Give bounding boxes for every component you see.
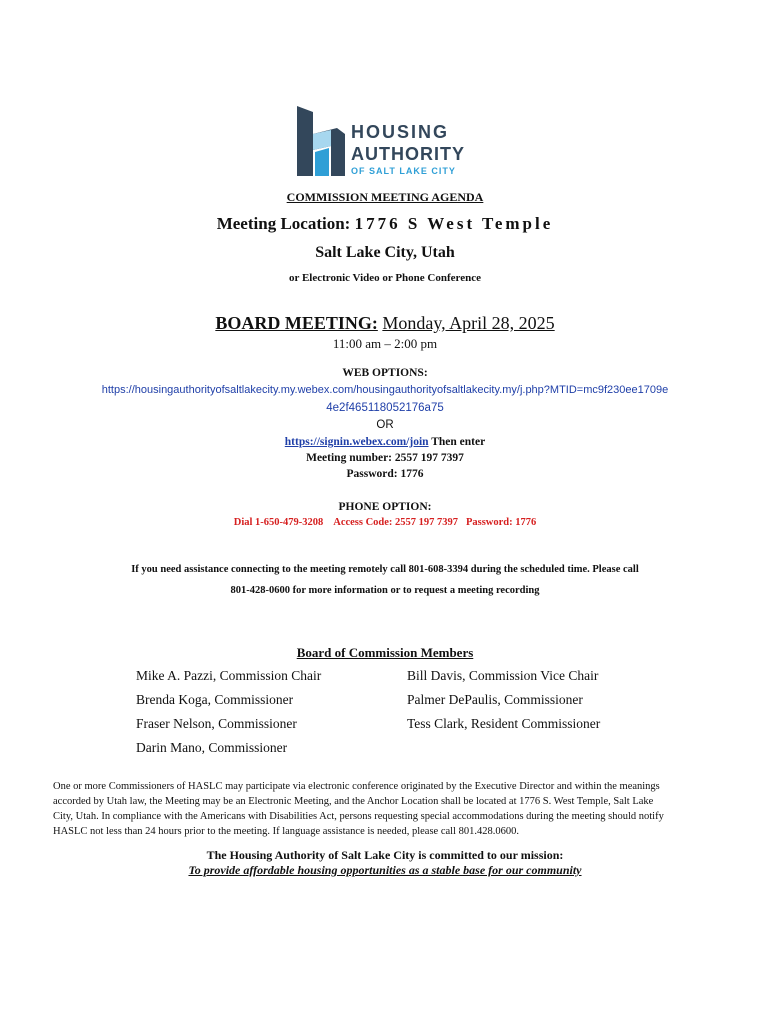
- agenda-title: COMMISSION MEETING AGENDA: [286, 190, 484, 204]
- meeting-password: Password: 1776: [346, 468, 424, 480]
- board-meeting: [0, 313, 770, 334]
- webex-url-line-1[interactable]: https://housingauthorityofsaltlakecity.my.webex.com/housingauthorityofsaltlakecity.my/j.php?MTID=mc9f230ee1709e: [101, 384, 669, 396]
- meeting-number: Meeting number: 2557 197 7397: [306, 452, 464, 464]
- or-separator: OR: [376, 419, 394, 431]
- webex-url-line-2[interactable]: 4e2f465118052176a75: [326, 402, 444, 414]
- phone-access-code: Access Code: 2557 197 7397: [333, 517, 459, 528]
- member-right-1: Bill Davis, Commission Vice Chair: [407, 668, 599, 683]
- member-left-4: Darin Mano, Commissioner: [136, 740, 288, 755]
- housing-authority-logo-mark: [293, 104, 349, 180]
- phone-details: [0, 517, 770, 528]
- webex-join-link[interactable]: https://signin.webex.com/join: [284, 436, 429, 448]
- members-heading: Board of Commission Members: [296, 645, 474, 660]
- join-then-text: Then enter: [431, 436, 486, 448]
- phone-option-heading: PHONE OPTION:: [338, 501, 432, 513]
- mission-statement: To provide affordable housing opportunities as a stable base for our community: [188, 863, 582, 877]
- meeting-city: Salt Lake City, Utah: [315, 244, 455, 261]
- board-date: Monday, April 28, 2025: [382, 313, 555, 333]
- notice-line-2: accorded by Utah law, the Meeting may be an Electronic Meeting, and the Anchor Location shall be located at 1776 S. West Temple, Salt Lake: [53, 796, 654, 807]
- web-options-heading: WEB OPTIONS:: [342, 367, 428, 379]
- member-left-3: Fraser Nelson, Commissioner: [136, 716, 297, 731]
- meeting-time: 11:00 am – 2:00 pm: [332, 336, 438, 351]
- member-right-3: Tess Clark, Resident Commissioner: [407, 716, 601, 731]
- location-label: Meeting Location:: [216, 214, 351, 233]
- logo-line-3: OF SALT LAKE CITY: [351, 166, 456, 176]
- phone-password: Password: 1776: [465, 517, 537, 528]
- notice-line-1: One or more Commissioners of HASLC may participate via electronic conference originated by the Executive Director and within the meanings: [53, 781, 660, 792]
- logo-line-1: HOUSING: [351, 122, 450, 142]
- location-value: 1776 S West Temple: [354, 214, 554, 233]
- assistance-line-1: If you need assistance connecting to the meeting remotely call 801-608-3394 during the scheduled time. Please call: [131, 564, 639, 575]
- logo: [293, 104, 483, 180]
- member-right-2: Palmer DePaulis, Commissioner: [407, 692, 583, 707]
- join-line: [0, 436, 770, 448]
- logo-line-2: AUTHORITY: [351, 144, 465, 164]
- member-left-1: Mike A. Pazzi, Commission Chair: [136, 668, 322, 683]
- member-left-2: Brenda Koga, Commissioner: [136, 692, 294, 707]
- meeting-location: [0, 214, 770, 234]
- electronic-option: or Electronic Video or Phone Conference: [289, 272, 481, 284]
- assistance-line-2: 801-428-0600 for more information or to request a meeting recording: [230, 585, 540, 596]
- board-label: BOARD MEETING:: [215, 313, 378, 333]
- notice-line-4: HASLC not less than 24 hours prior to the meeting. If language assistance is needed, please call 801.428.0600.: [53, 826, 519, 837]
- phone-dial: Dial 1-650-479-3208: [233, 517, 324, 528]
- mission-line-1: The Housing Authority of Salt Lake City is committed to our mission:: [206, 848, 564, 862]
- notice-line-3: City, Utah. In compliance with the Americans with Disabilities Act, persons requesting special accommodations during the meeting should notify: [53, 811, 664, 822]
